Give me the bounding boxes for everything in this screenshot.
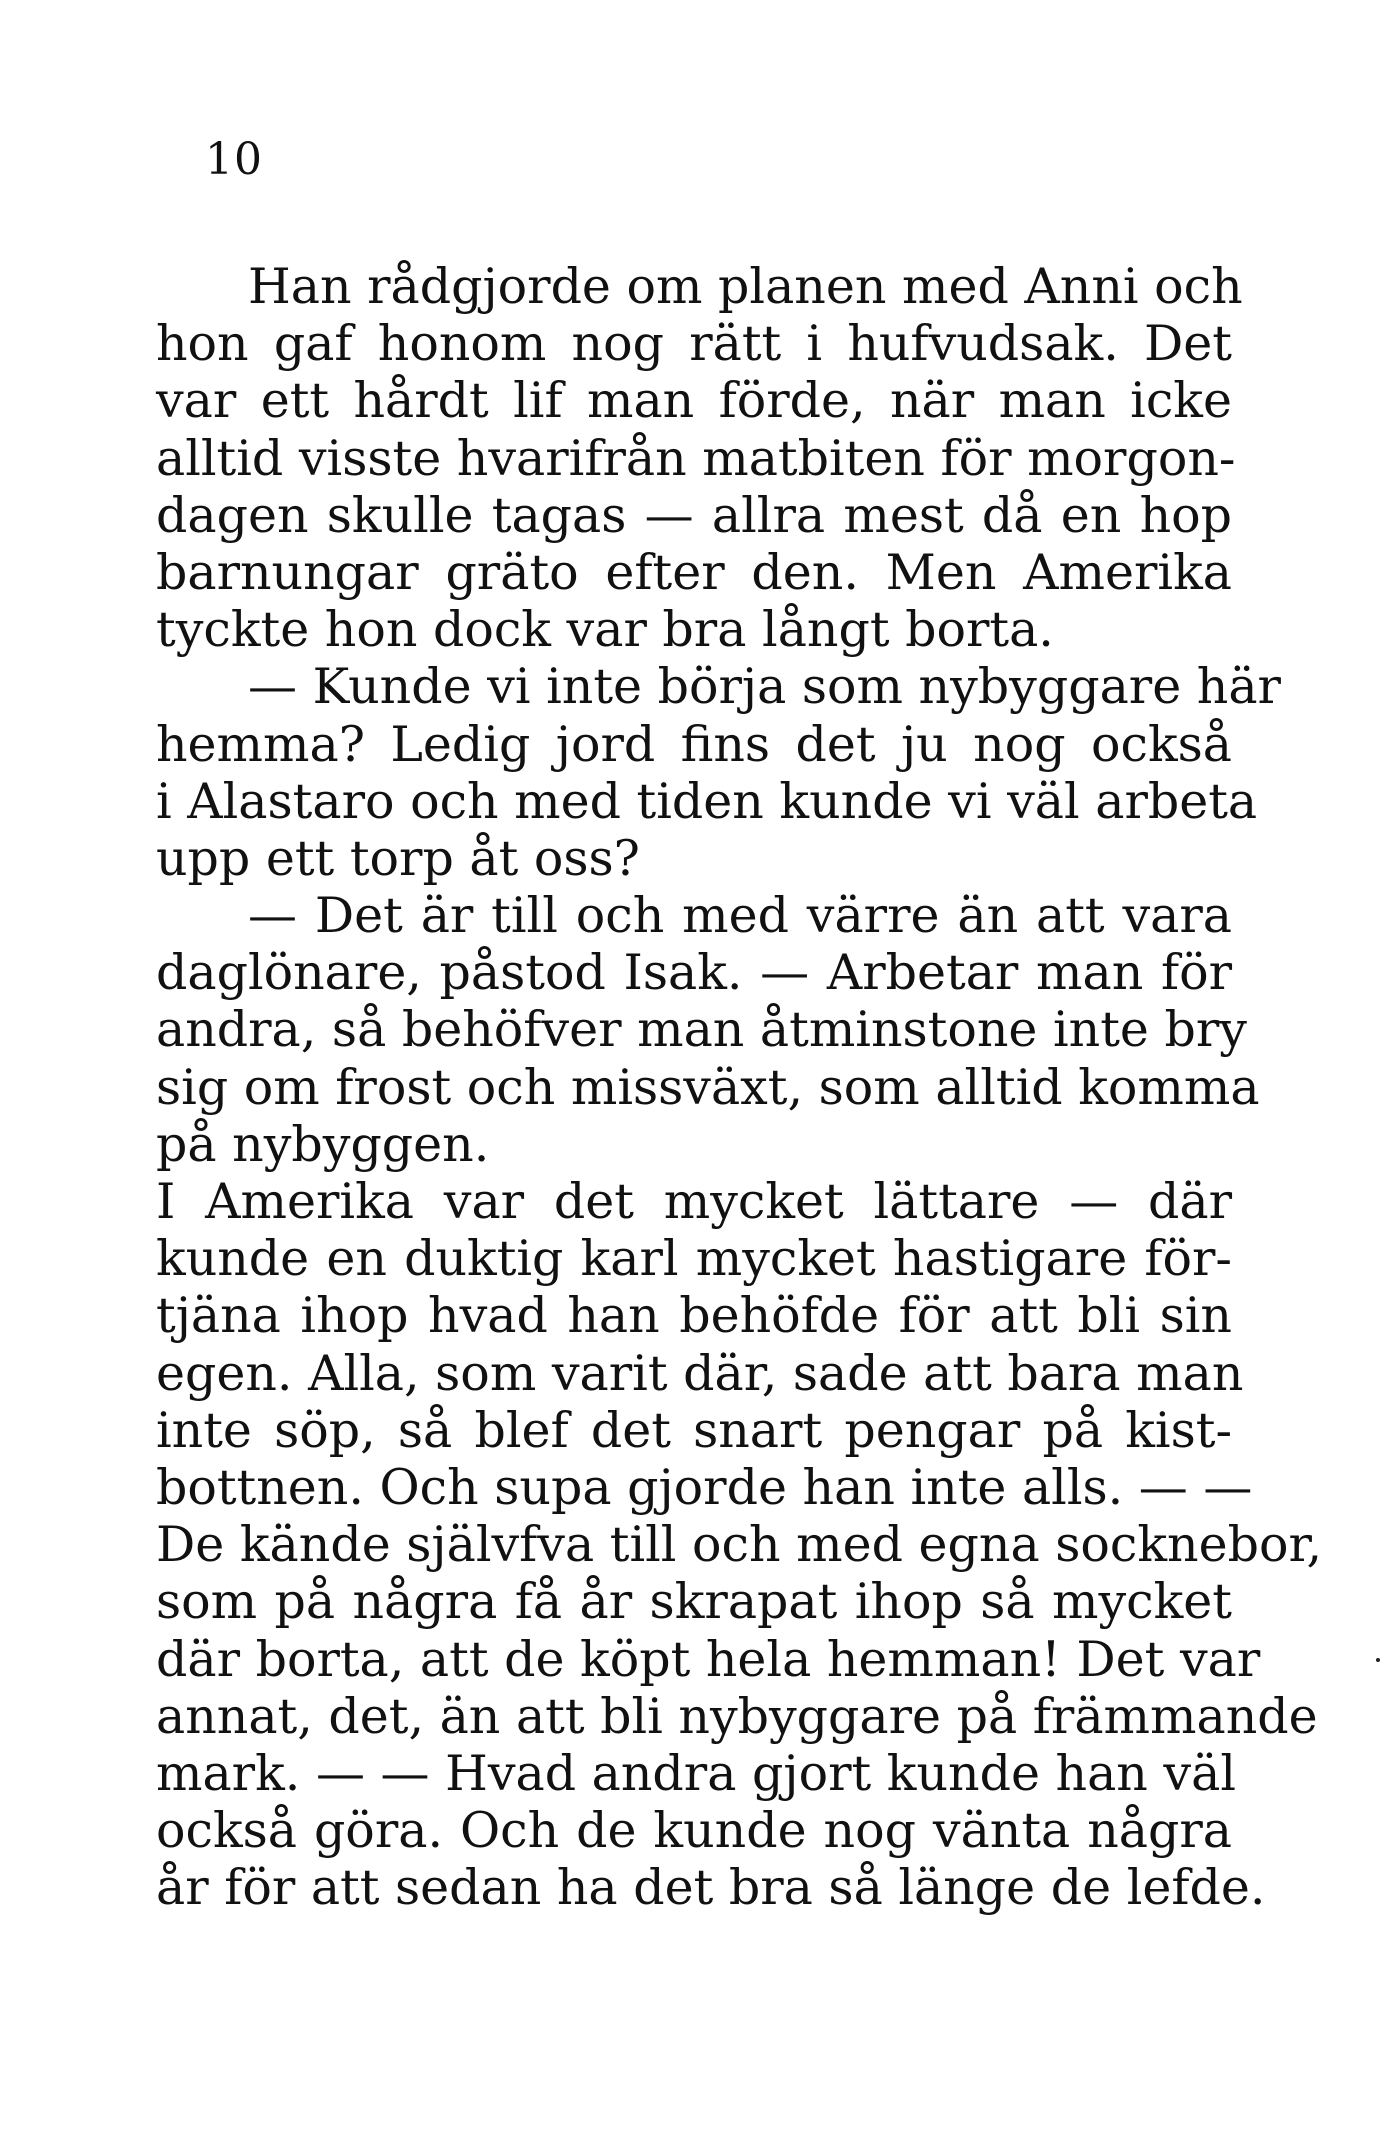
page-number: 10 [205,134,263,185]
text-line: dagen skulle tagas — allra mest då en hop [156,486,1232,544]
text-line: — Det är till och med värre än att vara [248,887,1232,945]
text-line: bottnen. Och supa gjorde han inte alls. — — [156,1458,1253,1516]
body-text [156,258,1323,1917]
text-line: daglönare, påstod Isak. — Arbetar man för [156,944,1232,1002]
text-line: år för att sedan ha det bra så länge de lefde. [156,1859,1266,1917]
text-line: tyckte hon dock var bra långt borta. [156,601,1054,659]
text-line: hemma? Ledig jord fins det ju nog också [156,715,1232,773]
text-line: var ett hårdt lif man förde, när man icke [156,372,1232,430]
text-line: som på några få år skrapat ihop så mycket [156,1573,1232,1631]
text-line: Han rådgjorde om planen med Anni och [248,258,1243,315]
text-line: De kände självfva till och med egna socknebor, [156,1516,1323,1574]
text-line: — Kunde vi inte börja som nybyggare här [248,658,1281,716]
print-speck [1376,1658,1380,1662]
text-line: sig om frost och missväxt, som alltid komma [156,1058,1260,1116]
text-line: mark. — — Hvad andra gjort kunde han väl [156,1744,1236,1802]
text-line: egen. Alla, som varit där, sade att bara man [156,1344,1244,1402]
text-line: i Alastaro och med tiden kunde vi väl arbeta [156,772,1258,830]
text-line: tjäna ihop hvad han behöfde för att bli sin [156,1287,1232,1345]
text-line: på nybyggen. [156,1115,490,1173]
text-line: också göra. Och de kunde nog vänta några [156,1802,1232,1860]
text-line: upp ett torp åt oss? [156,829,640,887]
text-line: hon gaf honom nog rätt i hufvudsak. Det [156,315,1232,373]
text-line: andra, så behöfver man åtminstone inte bry [156,1001,1247,1059]
text-line: annat, det, än att bli nybyggare på främmande [156,1687,1318,1745]
text-line: barnungar gräto efter den. Men Amerika [156,543,1232,601]
text-line: kunde en duktig karl mycket hastigare för- [156,1230,1232,1288]
text-line: alltid visste hvarifrån matbiten för morgon- [156,429,1236,487]
text-line: inte söp, så blef det snart pengar på kist- [156,1401,1232,1459]
text-line: där borta, att de köpt hela hemman! Det var [156,1630,1261,1688]
text-line: I Amerika var det mycket lättare — där [156,1173,1232,1230]
